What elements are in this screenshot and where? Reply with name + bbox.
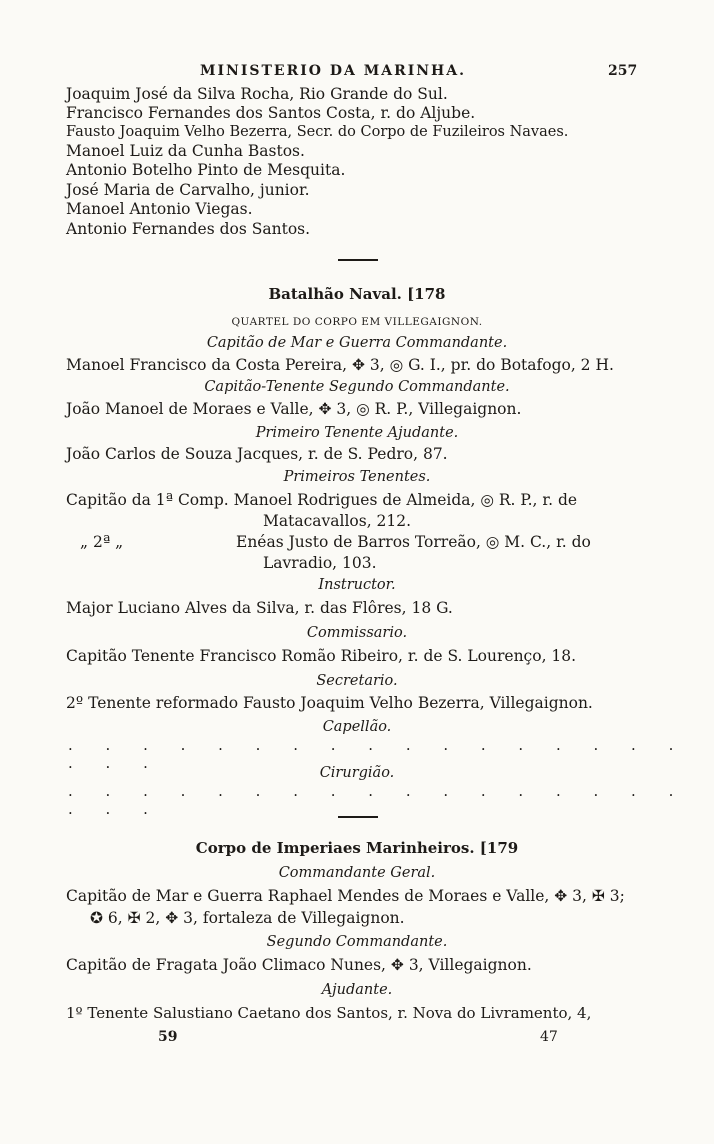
role-heading: Cirurgião. [319, 765, 395, 781]
section-divider [338, 259, 378, 261]
roster-entry: Capitão de Fragata João Climaco Nunes, ✥ 3, Villegaignon. [66, 956, 532, 974]
section-title-imperiaes-marinheiros: Corpo de Imperiaes Marinheiros. [179 [195, 839, 519, 857]
role-heading: Segundo Commandante. [266, 934, 448, 950]
role-heading: Instructor. [318, 577, 396, 593]
roster-entry: 2º Tenente reformado Fausto Joaquim Velho Bezerra, Villegaignon. [66, 694, 593, 712]
list-item: Antonio Botelho Pinto de Mesquita. [66, 161, 346, 179]
section-title-batalhao-naval: Batalhão Naval. [178 [268, 285, 446, 303]
roster-entry-prefix: „ 2ª „ [80, 533, 124, 551]
role-heading: Ajudante. [321, 982, 393, 998]
roster-entry: Manoel Francisco da Costa Pereira, ✥ 3, ◎ G. I., pr. do Botafogo, 2 H. [66, 356, 614, 374]
role-heading: Primeiros Tenentes. [283, 469, 431, 485]
leader-dots: · · · · · · · · · · · · · · · · · · · · [68, 786, 688, 822]
roster-entry: Capitão de Mar e Guerra Raphael Mendes de Moraes e Valle, ✥ 3, ✠ 3; [66, 887, 625, 905]
roster-entry: João Manoel de Moraes e Valle, ✥ 3, ◎ R. P., Villegaignon. [66, 400, 522, 418]
leader-dots: · · · · · · · · · · · · · · · · · · · · [68, 740, 688, 776]
footer-signature-mark: 59 [158, 1029, 178, 1045]
role-heading: Capitão de Mar e Guerra Commandante. [206, 335, 508, 351]
roster-entry: Capitão Tenente Francisco Romão Ribeiro, r. de S. Lourenço, 18. [66, 647, 577, 665]
list-item: Fausto Joaquim Velho Bezerra, Secr. do Corpo de Fuzileiros Navaes. [66, 124, 569, 140]
list-item: Manoel Antonio Viegas. [66, 200, 253, 218]
role-heading: Commandante Geral. [278, 865, 436, 881]
list-item: Joaquim José da Silva Rocha, Rio Grande do Sul. [66, 85, 448, 103]
list-item: Francisco Fernandes dos Santos Costa, r. do Aljube. [66, 104, 476, 122]
roster-entry-continuation: ✪ 6, ✠ 2, ✥ 3, fortaleza de Villegaignon. [90, 909, 405, 927]
roster-entry-continuation: Matacavallos, 212. [263, 512, 412, 530]
roster-entry: Capitão da 1ª Comp. Manoel Rodrigues de Almeida, ◎ R. P., r. de [66, 491, 578, 509]
footer-number: 47 [540, 1029, 558, 1045]
role-heading: Primeiro Tenente Ajudante. [255, 425, 459, 441]
roster-entry: João Carlos de Souza Jacques, r. de S. Pedro, 87. [66, 445, 448, 463]
page-number: 257 [608, 63, 638, 79]
list-item: Antonio Fernandes dos Santos. [66, 220, 311, 238]
roster-entry-continuation: Lavradio, 103. [263, 554, 377, 572]
section-divider [338, 816, 378, 818]
role-heading: Capitão-Tenente Segundo Commandante. [204, 379, 510, 395]
role-heading: Secretario. [316, 673, 398, 689]
list-item: José Maria de Carvalho, junior. [66, 181, 310, 199]
roster-entry: Enéas Justo de Barros Torreão, ◎ M. C., r. do [236, 533, 591, 551]
role-heading: Commissario. [306, 625, 408, 641]
roster-entry: Major Luciano Alves da Silva, r. das Flôres, 18 G. [66, 599, 453, 617]
page-header-title: MINISTERIO DA MARINHA. [200, 63, 467, 79]
role-heading: Capellão. [322, 719, 392, 735]
roster-entry: 1º Tenente Salustiano Caetano dos Santos, r. Nova do Livramento, 4, [66, 1004, 592, 1022]
list-item: Manoel Luiz da Cunha Bastos. [66, 142, 305, 160]
section-subtitle: QUARTEL DO CORPO EM VILLEGAIGNON. [231, 316, 483, 328]
